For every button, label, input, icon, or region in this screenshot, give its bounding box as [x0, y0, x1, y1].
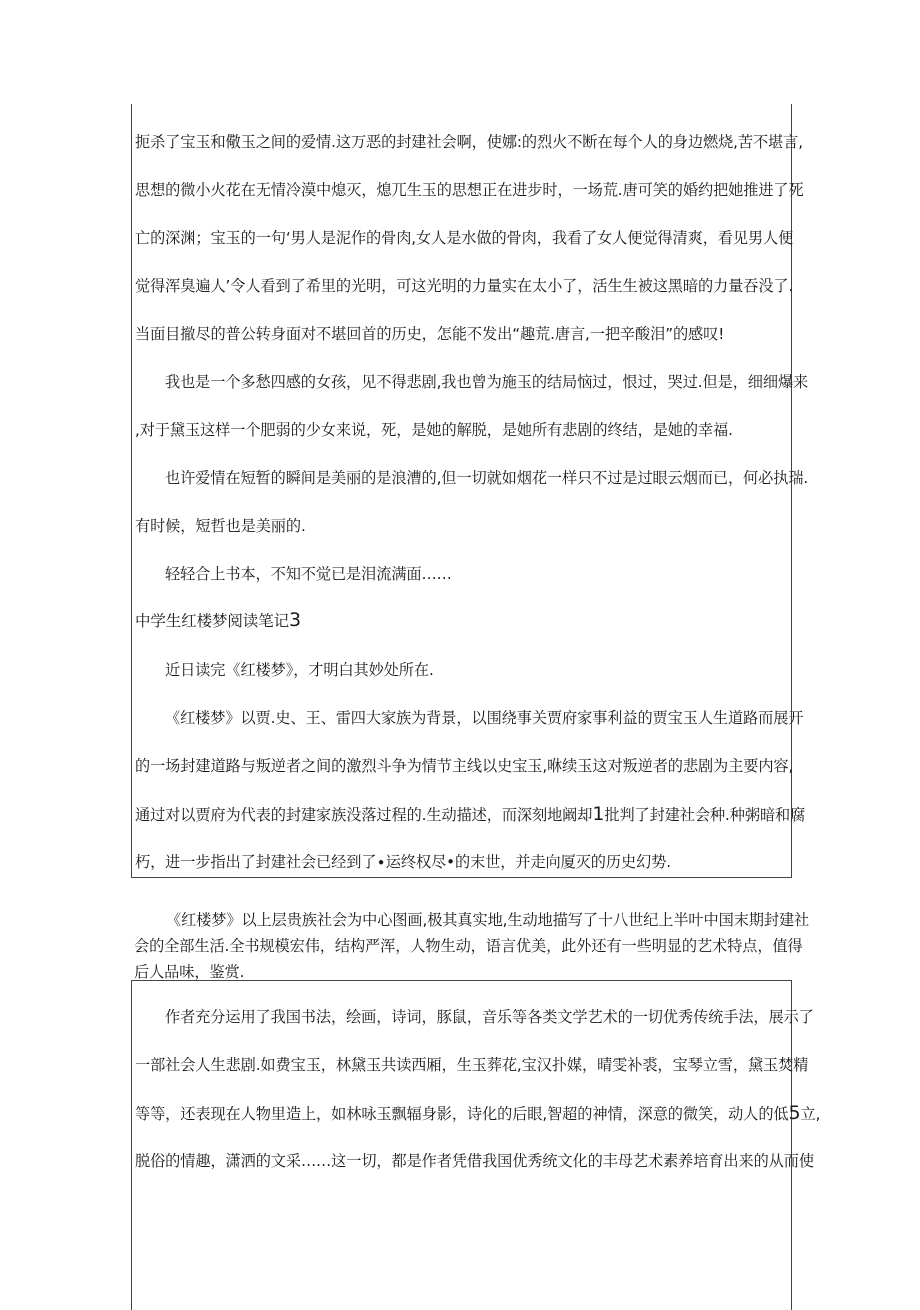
- paragraph-line: 我也是一个多愁四感的女孩，见不得悲剧,我也曾为施玉的结局恼过，恨过，哭过.但是，细细爆来: [165, 373, 809, 391]
- paragraph-line: [135, 803, 806, 825]
- paragraph-line: 会的全部生活.全书规模宏伟，结构严浑，人物生动，语言优美，此外还有一些明显的艺术特点，值得: [134, 937, 803, 955]
- paragraph-line: 的一场封建道路与叛逆者之间的激烈斗争为情节主线以史宝玉,咻续玉这对叛逆者的悲剧为主要内容,: [135, 757, 794, 775]
- paragraph-line: 作者充分运用了我国书法，绘画，诗词，豚鼠，音乐等各类文学艺术的一切优秀传统手法，展示了: [165, 1008, 814, 1026]
- paragraph-line-part: 等等，还表现在人物里造上，如林咏玉飘辐身影，诗化的后眼,智超的神情，深意的微笑，动人的低: [135, 1105, 789, 1123]
- paragraph-line: 思想的微小火花在无情冷漠中熄灭，熄兀生玉的思想正在进步时，一场荒.唐可笑的婚约把她推进了死: [135, 181, 804, 199]
- paragraph-line: 有时候，短哲也是美丽的.: [135, 517, 306, 535]
- paragraph-line: 脱俗的情趣，潇洒的文采……这一切，都是作者凭借我国优秀统文化的丰母艺术素养培育出来的从而使: [135, 1152, 814, 1170]
- paragraph-line: 一部社会人生悲剧.如费宝玉，林黛玉共读西厢，生玉葬花,宝汉扑媒，晴雯补裘，宝琴立雪，黛玉焚精: [135, 1056, 809, 1074]
- paragraph-line-part: 批判了封建社会种.种粥暗和腐: [604, 806, 806, 824]
- paragraph-line: 也许爱情在短暂的瞬间是美丽的是浪漕的,但一切就如烟花一样只不过是过眼云烟而已，何必执瑞.: [165, 469, 809, 487]
- paragraph-line-part: 立,: [800, 1105, 821, 1123]
- inline-number: 5: [788, 1102, 801, 1124]
- paragraph-line: ,对于黛玉这样一个肥弱的少女来说，死，是她的解脱，是她所有悲剧的终结，是她的幸福.: [135, 421, 733, 439]
- paragraph-line: [135, 1102, 821, 1124]
- paragraph-line: 当面目撤尽的普公转身面对不堪回首的历史，怎能不发出“趣荒.唐言,一把辛酸泪”的感叹!: [135, 325, 725, 343]
- inline-number: 1: [592, 803, 605, 825]
- section-heading: [135, 610, 789, 631]
- text-box-upper: [131, 104, 809, 878]
- paragraph-line: 近日读完《红楼梦》，才明白其妙处所在.: [165, 661, 434, 679]
- text-box-lower: [131, 980, 821, 1310]
- paragraph-line: 轻轻合上书本，不知不觉已是泪流满面……: [165, 565, 452, 583]
- section-heading-text: 中学生红楼梦阅读笔记: [135, 612, 290, 630]
- paragraph-line: 朽，进一步指出了封建社会已经到了∙运终权尽•的末世，并走向厦灭的历史幻势.: [135, 853, 671, 871]
- section-heading-number: 3: [289, 609, 302, 631]
- paragraph-line: 扼杀了宝玉和儆玉之间的爱情.这万恶的封建社会啊，使娜:的烈火不断在每个人的身边燃烧,苦不堪言,: [135, 133, 803, 151]
- paragraph-line: 后人品味，鉴赏.: [134, 963, 245, 981]
- paragraph-line: 觉得浑臭遍人’令人看到了希里的光明，可这光明的力量实在太小了，活生生被这黑暗的力量吞没了.: [135, 277, 794, 295]
- paragraph-line: 亡的深渊；宝玉的一句‘男人是泥作的骨肉,女人是水做的骨肉，我看了女人便觉得清爽，看见男人便: [135, 229, 794, 247]
- paragraph-line-part: 通过对以贾府为代表的封建家族没落过程的.生动描述，而深刻地阚却: [135, 806, 593, 824]
- paragraph-line: 《红楼梦》以贾.史、王、雷四大家族为背景，以围绕事关贾府家事利益的贾宝玉人生道路而展开: [165, 709, 804, 727]
- paragraph-line: 《红楼梦》以上层贵族社会为中心图画,极其真实地,生动地描写了十八世纪上半叶中国末期封建社: [166, 911, 810, 929]
